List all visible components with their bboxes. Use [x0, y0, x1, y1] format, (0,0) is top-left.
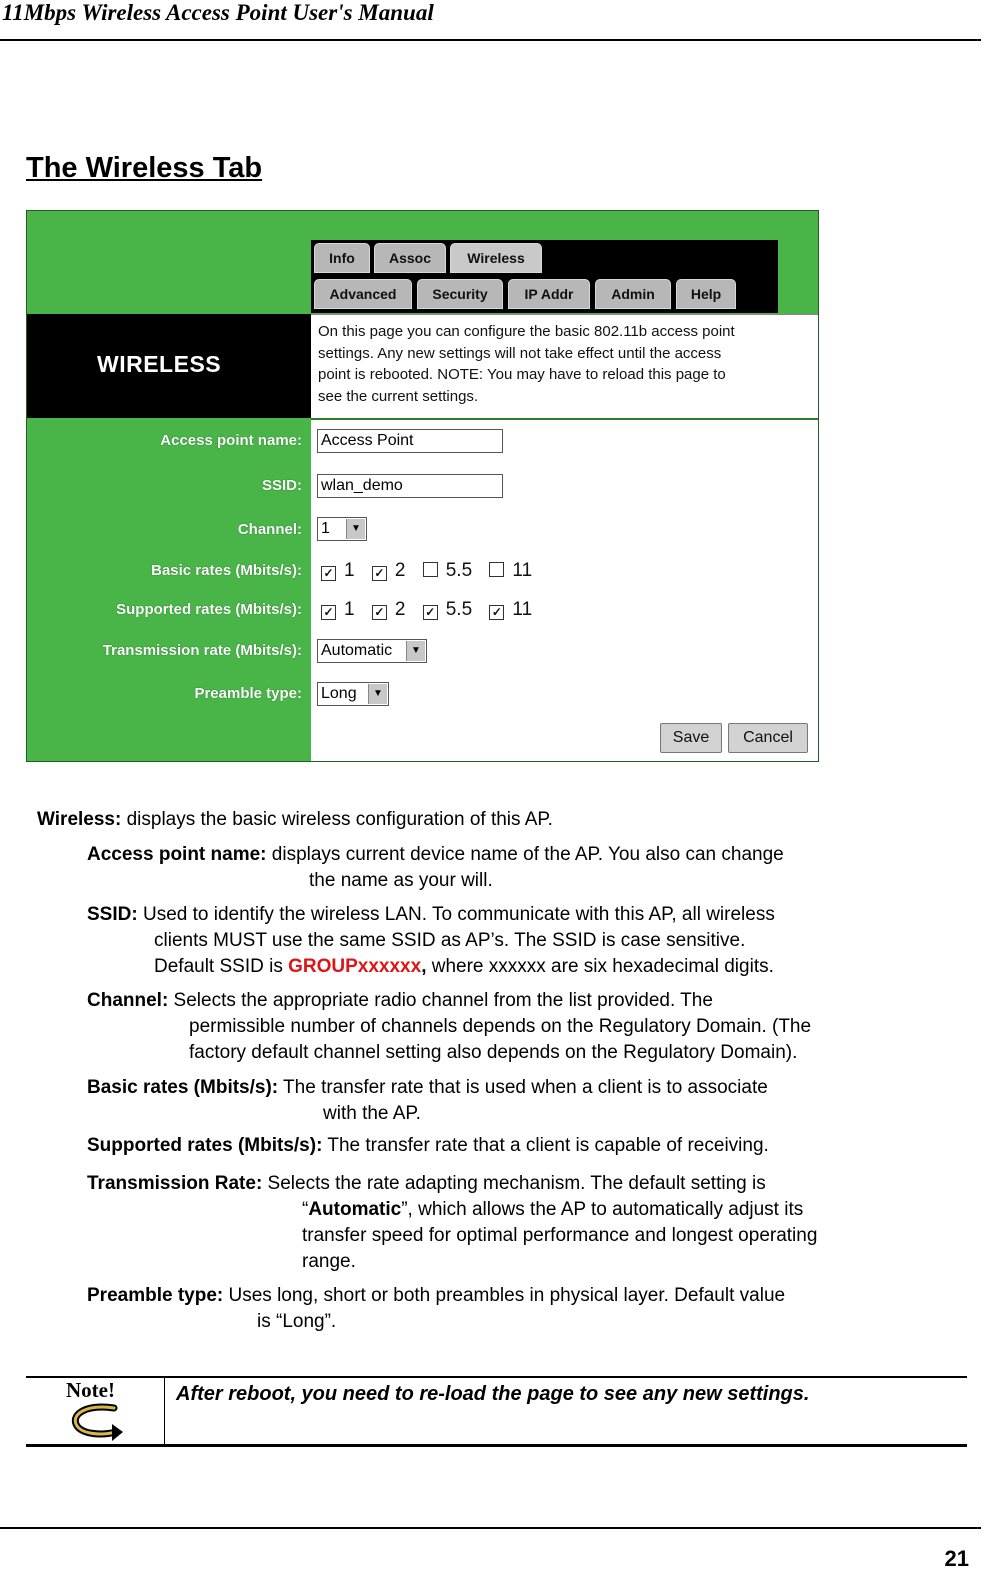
preamble-value: Long	[321, 685, 357, 702]
definition: range.	[302, 1251, 356, 1272]
supported-rates-label: Supported rates (Mbits/s):	[116, 601, 302, 618]
definition: factory default channel setting also depends on the Regulatory Domain).	[189, 1042, 798, 1063]
ap-name-paragraph	[87, 842, 784, 894]
chevron-down-icon[interactable]: ▼	[368, 684, 387, 704]
supported-rates-paragraph	[87, 1133, 769, 1159]
term: Preamble type:	[87, 1285, 224, 1306]
description-line: On this page you can configure the basic 802.11b access point	[318, 323, 735, 340]
definition-line	[87, 1197, 817, 1223]
note-label: Note!	[66, 1378, 115, 1402]
default-ssid: GROUPxxxxxx	[288, 956, 422, 977]
section-title: The Wireless Tab	[26, 152, 263, 184]
tab-ip-addr[interactable]: IP Addr	[508, 279, 590, 309]
rate-label: 2	[394, 560, 406, 581]
page-description	[311, 314, 819, 418]
checkbox-basic-2[interactable]: ✓	[372, 566, 387, 581]
rate-label: 11	[512, 560, 533, 581]
basic-rates-group	[321, 560, 544, 582]
definition: transfer speed for optimal performance and longest operating	[302, 1225, 818, 1246]
manual-title: 11Mbps Wireless Access Point User's Manual	[2, 0, 434, 25]
tab-advanced[interactable]: Advanced	[314, 279, 412, 309]
tab-security[interactable]: Security	[417, 279, 503, 309]
definition: Default SSID is	[154, 956, 289, 977]
ssid-input[interactable]	[317, 474, 503, 498]
tab-assoc[interactable]: Assoc	[374, 243, 446, 273]
basic-rates-paragraph	[87, 1075, 768, 1127]
tx-rate-label: Transmission rate (Mbits/s):	[102, 642, 302, 659]
definition: where xxxxxx are six hexadecimal digits.	[426, 956, 774, 977]
checkbox-supported-2[interactable]: ✓	[372, 605, 387, 620]
tx-rate-paragraph	[87, 1171, 817, 1275]
definition: ”, which allows the AP to automatically adjust its	[401, 1199, 804, 1220]
preamble-select[interactable]	[317, 682, 389, 706]
tab-info[interactable]: Info	[314, 243, 370, 273]
rate-label: 1	[344, 560, 355, 581]
checkbox-supported-11[interactable]: ✓	[489, 605, 504, 620]
preamble-label: Preamble type:	[194, 685, 302, 702]
channel-select[interactable]	[317, 517, 367, 541]
rate-label: 2	[394, 599, 406, 620]
tx-rate-value: Automatic	[321, 642, 393, 659]
term: SSID:	[87, 904, 138, 925]
note-bottom-rule	[26, 1444, 967, 1447]
rate-label: 11	[512, 599, 533, 620]
definition: the name as your will.	[309, 870, 493, 891]
term: Supported rates (Mbits/s):	[87, 1135, 323, 1156]
definition: The transfer rate that is used when a client is to associate	[278, 1077, 768, 1098]
cancel-button[interactable]: Cancel	[728, 723, 808, 753]
save-button[interactable]: Save	[660, 723, 722, 753]
description-line: settings. Any new settings will not take effect until the access	[318, 344, 722, 362]
definition: Selects the appropriate radio channel from the list provided. The	[168, 990, 713, 1011]
wireless-config-screenshot	[26, 210, 819, 762]
definition: clients MUST use the same SSID as AP’s. The SSID is case sensitive.	[154, 930, 746, 951]
definition: Uses long, short or both preambles in physical layer. Default value	[223, 1285, 786, 1306]
rate-label: 5.5	[445, 599, 473, 620]
preamble-paragraph	[87, 1283, 785, 1335]
note-top-rule	[26, 1376, 967, 1378]
definition: Selects the rate adapting mechanism. The default setting is	[262, 1173, 766, 1194]
rate-label: 5.5	[445, 560, 473, 581]
definition: permissible number of channels depends on the Regulatory Domain. (The	[189, 1016, 812, 1037]
footer-rule	[0, 1527, 981, 1529]
channel-paragraph	[87, 988, 811, 1066]
checkbox-supported-5-5[interactable]: ✓	[423, 605, 438, 620]
definition: “	[302, 1199, 309, 1220]
checkbox-basic-1[interactable]: ✓	[321, 566, 336, 581]
tab-bar	[311, 240, 778, 313]
ap-name-label: Access point name:	[160, 432, 302, 449]
page-label: WIRELESS	[97, 351, 222, 377]
definition: with the AP.	[323, 1103, 421, 1124]
checkbox-basic-11[interactable]	[489, 562, 504, 577]
definition: displays current device name of the AP. You also can change	[266, 844, 784, 865]
tab-admin[interactable]: Admin	[595, 279, 671, 309]
channel-value: 1	[321, 520, 330, 537]
ssid-paragraph	[87, 902, 775, 980]
chevron-down-icon[interactable]: ▼	[406, 641, 425, 661]
checkbox-basic-5-5[interactable]	[423, 562, 438, 577]
supported-rates-group	[321, 599, 544, 621]
definition: displays the basic wireless configuration of this AP.	[121, 809, 553, 830]
rate-label: 1	[344, 599, 355, 620]
term: Transmission Rate:	[87, 1173, 263, 1194]
ssid-label: SSID:	[261, 477, 302, 494]
basic-rates-label: Basic rates (Mbits/s):	[151, 562, 302, 579]
tab-wireless[interactable]: Wireless	[450, 243, 542, 273]
comma: ,	[421, 956, 427, 977]
note-arrow-icon	[66, 1402, 124, 1446]
note-divider	[164, 1378, 165, 1445]
term: Channel:	[87, 990, 169, 1011]
channel-label: Channel:	[237, 521, 302, 538]
form-panel	[311, 418, 819, 762]
tab-help[interactable]: Help	[676, 279, 736, 309]
definition-line	[87, 954, 775, 980]
page-number: 21	[944, 1546, 969, 1571]
chevron-down-icon[interactable]: ▼	[346, 519, 365, 539]
default-value: Automatic	[308, 1199, 402, 1220]
term: Access point name:	[87, 844, 267, 865]
tx-rate-select[interactable]	[317, 639, 427, 663]
checkbox-supported-1[interactable]: ✓	[321, 605, 336, 620]
term: Basic rates (Mbits/s):	[87, 1077, 279, 1098]
header-rule	[0, 39, 981, 41]
description-line: see the current settings.	[318, 387, 479, 405]
wireless-paragraph	[37, 807, 553, 833]
definition: is “Long”.	[257, 1311, 337, 1332]
description-line: point is rebooted. NOTE: You may have to reload this page to	[318, 366, 726, 383]
note-text: After reboot, you need to re-load the page to see any new settings.	[176, 1383, 810, 1405]
definition: Used to identify the wireless LAN. To communicate with this AP, all wireless	[137, 904, 775, 925]
term: Wireless:	[37, 809, 122, 830]
definition: The transfer rate that a client is capable of receiving.	[322, 1135, 769, 1156]
ap-name-input[interactable]	[317, 429, 503, 453]
